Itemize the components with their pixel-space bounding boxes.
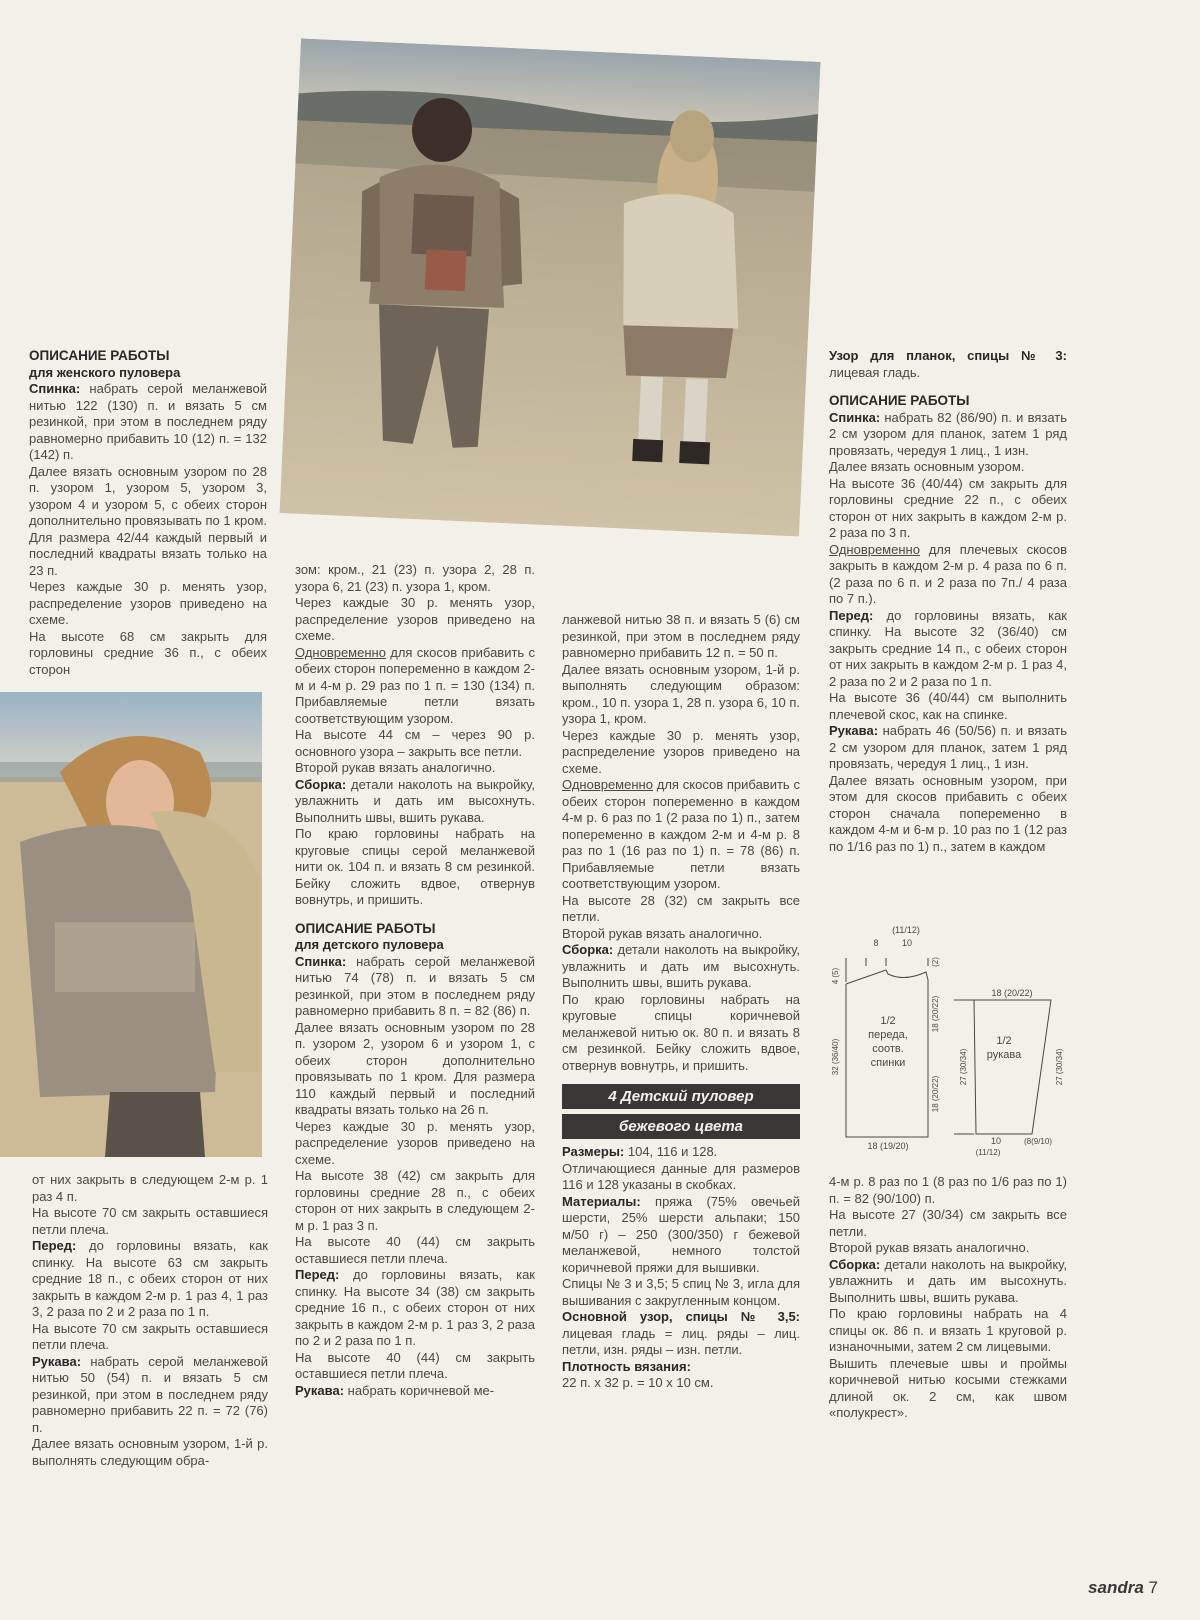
paragraph-text: На высоте 70 см закрыть оставшиеся петли плеча. xyxy=(32,1205,268,1237)
paragraph xyxy=(562,1309,800,1359)
term-label: Спинка: xyxy=(295,953,347,969)
term-label: Перед: xyxy=(32,1238,77,1253)
diagram-top-8: 8 xyxy=(873,938,879,948)
paragraph-text: По краю горловины набрать на круговые спицы коричневой меланжевой нитью ок. 80 п. и вязать 8 см резинкой. Бейку сложить вдвое, отвернув вовнутрь, и пришить. xyxy=(562,991,800,1073)
paragraph-text: Далее вязать основным узором по 28 п. узором 1, узором 5, узором 3, узором 4 и узором 5, с обеих сторон дополнительно провязывать по 1 кром. Для размера 42/44 каждый первый и последний квадраты вязать только на 23 п. xyxy=(29,463,267,578)
paragraph xyxy=(829,723,1067,773)
paragraph-text: ОПИСАНИЕ РАБОТЫ xyxy=(295,920,436,936)
diagram-sleeve-top: 18 (20/22) xyxy=(991,988,1033,998)
paragraph xyxy=(295,777,535,827)
page-number: 7 xyxy=(1148,1578,1158,1597)
paragraph-text: для скосов прибавить с обеих сторон попеременно в каждом 4-м р. 6 раз по 1 (2 раза по 1) п., затем попеременно в каждом 2-м и 4-м р. 8 раз по 1 (16 раз по 1) п. = 78 (86) п. Прибавляемые петли вязать соответствующим узором. xyxy=(562,777,800,891)
paragraph xyxy=(829,459,1067,476)
paragraph xyxy=(562,926,800,943)
paragraph xyxy=(295,1234,535,1267)
term-label: Рукава: xyxy=(829,723,879,738)
paragraph xyxy=(295,1383,535,1400)
pattern-diagram xyxy=(826,922,1076,1167)
paragraph-text: На высоте 36 (40/44) см выполнить плечевой скос, как на спинке. xyxy=(829,690,1067,722)
paragraph xyxy=(562,728,800,778)
diagram-sleeve-bottom-right: (8(9/10) xyxy=(1023,1137,1053,1146)
paragraph-text: 22 п. х 32 р. = 10 х 10 см. xyxy=(562,1375,714,1390)
diagram-sleeve-right: 27 (30/34) xyxy=(1055,1048,1064,1086)
paragraph-text: По краю горловины набрать на круговые спицы серой меланжевой нити ок. 104 п. и вязать 8 см резинкой. Бейку сложить вдвое, отвернув вовнутрь, и пришить. xyxy=(295,826,535,907)
paragraph-text: Далее вязать основным узором, 1-й р. выполнять следующим обра- xyxy=(32,1436,268,1468)
woman-beach-photo xyxy=(0,692,262,1157)
paragraph xyxy=(829,1174,1067,1207)
paragraph-text: зом: кром., 21 (23) п. узора 2, 28 п. узора 6, 21 (23) п. узора 1, кром. xyxy=(295,562,535,594)
magazine-brand: sandra xyxy=(1088,1578,1144,1597)
section-heading xyxy=(29,348,267,365)
term-label: Основной узор, спицы № 3,5: xyxy=(562,1309,800,1324)
beige-pullover-instructions xyxy=(829,348,1067,855)
paragraph xyxy=(29,464,267,580)
paragraph xyxy=(295,1168,535,1234)
paragraph xyxy=(32,1354,268,1437)
paragraph-text: На высоте 44 см – через 90 р. основного узора – закрыть все петли. xyxy=(295,727,535,759)
spacer xyxy=(295,909,535,921)
paragraph xyxy=(295,1267,535,1350)
paragraph xyxy=(562,612,800,662)
paragraph-text: На высоте 27 (30/34) см закрыть все петли. xyxy=(829,1207,1067,1239)
paragraph xyxy=(295,1119,535,1169)
paragraph xyxy=(29,381,267,464)
paragraph-text: 104, 116 и 128. xyxy=(624,1144,718,1159)
paragraph-text: лицевая гладь. xyxy=(829,364,921,380)
term-label: Спинка: xyxy=(29,381,81,396)
paragraph xyxy=(562,1276,800,1309)
paragraph xyxy=(562,1359,800,1376)
section-subheading xyxy=(295,937,535,954)
paragraph xyxy=(562,893,800,926)
paragraph xyxy=(562,992,800,1075)
paragraph-text: Второй рукав вязать аналогично. xyxy=(829,1240,1030,1255)
term-label: Размеры: xyxy=(562,1144,625,1159)
paragraph-text: ланжевой нитью 38 п. и вязать 5 (6) см резинкой, при этом в последнем ряду равномерно прибавить 12 п. = 50 п. xyxy=(562,612,800,660)
paragraph-text: Через каждые 30 р. менять узор, распределение узоров приведено на схеме. xyxy=(295,1118,535,1167)
term-label: Сборка: xyxy=(562,942,614,957)
paragraph-text: Через каждые 30 р. менять узор, распределение узоров приведено на схеме. xyxy=(562,727,800,776)
term-label: Материалы: xyxy=(562,1193,641,1209)
paragraph xyxy=(829,1207,1067,1240)
diagram-top-10: 10 xyxy=(901,938,913,948)
paragraph-text: На высоте 38 (42) см закрыть для горловины средние 28 п., с обеих сторон от них закрыть в следующем 2-м р. 1 раз 3 п. xyxy=(295,1168,535,1233)
emphasis: Одновременно xyxy=(829,541,920,557)
paragraph xyxy=(295,1350,535,1383)
paragraph-text: набрать серой меланжевой нитью 74 (78) п. и вязать 5 см резинкой, при этом в последнем ряду равномерно прибавить 8 п. = 82 (86) п. xyxy=(295,953,535,1018)
paragraph xyxy=(829,1306,1067,1356)
paragraph-text: Второй рукав вязать аналогично. xyxy=(295,760,496,775)
diagram-body-label-2: переда, xyxy=(868,1029,908,1041)
paragraph xyxy=(829,1257,1067,1307)
paragraph-text: детали наколоть на выкройку, увлажнить и дать им высохнуть. Выполнить швы, вшить рукава. xyxy=(562,942,800,990)
diagram-sleeve-left: 27 (30/34) xyxy=(959,1048,968,1086)
sleeves-and-kids-pullover-instructions xyxy=(295,562,535,1399)
page-folio xyxy=(1088,1578,1158,1598)
paragraph xyxy=(562,942,800,992)
paragraph xyxy=(32,1205,268,1238)
term-label: Спинка: xyxy=(829,409,881,425)
diagram-inner-18a: 18 (20/22) xyxy=(931,995,940,1033)
paragraph-text: Отличающиеся данные для размеров 116 и 128 указаны в скобках. xyxy=(562,1160,800,1192)
term-label: Узор для планок, спицы № 3: xyxy=(829,348,1067,363)
paragraph-text: На высоте 36 (40/44) см закрыть для горловины средние 22 п., с обеих сторон от них закрыть в каждом 2-м р. 2 раза по 3 п. xyxy=(829,475,1067,540)
emphasis: Одновременно xyxy=(562,777,653,792)
paragraph xyxy=(32,1238,268,1321)
paragraph-text: для женского пуловера xyxy=(29,364,181,380)
diagram-sleeve-label-1: 1/2 xyxy=(996,1035,1012,1047)
beige-pullover-instructions-cont xyxy=(829,1174,1067,1422)
paragraph xyxy=(829,773,1067,856)
paragraph-text: набрать 46 (50/56) п. и вязать 2 см узором для планок, затем 1 ряд провязать, чередуя 1 лиц., 1 изн. xyxy=(829,723,1067,771)
paragraph xyxy=(829,348,1067,381)
paragraph-text: до горловины вязать, как спинку. На высоте 32 (36/40) см закрыть средние 14 п., с обеих сторон от них закрыть в каждом 2-м р. 1 раз 4, 2 раза по 2 и 2 раза по 1 п. xyxy=(829,607,1067,689)
paragraph-text: Далее вязать основным узором по 28 п. узором 2, узором 6 и узором 1, с обеих сторон дополнительно провязывать по 1 кром. Для размера 110 каждый первый и последний квадраты вязать только на 26 п. xyxy=(295,1019,535,1117)
section-heading xyxy=(295,921,535,938)
paragraph-text: Спицы № 3 и 3,5; 5 спиц № 3, игла для вышивания с закругленным концом. xyxy=(562,1276,800,1308)
emphasis: Одновременно xyxy=(295,644,386,660)
paragraph-text: детали наколоть на выкройку, увлажнить и дать им высохнуть. Выполнить швы, вшить рукава. xyxy=(829,1256,1067,1305)
paragraph-text: набрать серой меланжевой нитью 122 (130) п. и вязать 5 см резинкой, при этом в последнем ряду равномерно прибавить 10 (12) п. = 132 (142) п. xyxy=(29,381,267,462)
schematic-drawing xyxy=(826,922,1076,1167)
paragraph xyxy=(29,579,267,629)
paragraph-text: для детского пуловера xyxy=(295,937,444,952)
section-banner-title: 4 Детский пуловер xyxy=(562,1084,800,1109)
diagram-sleeve-label-2: рукава xyxy=(986,1049,1022,1061)
paragraph xyxy=(295,645,535,728)
diagram-body-label-3: соотв. xyxy=(872,1043,904,1055)
paragraph xyxy=(562,1144,800,1161)
section-subheading xyxy=(29,365,267,382)
paragraph-text: от них закрыть в следующем 2-м р. 1 раз 4 п. xyxy=(32,1172,268,1204)
term-label: Рукава: xyxy=(295,1382,345,1398)
diagram-body-label-4: спинки xyxy=(870,1057,906,1069)
paragraph xyxy=(829,1356,1067,1422)
section-banner-subtitle: бежевого цвета xyxy=(562,1114,800,1139)
paragraph xyxy=(32,1172,268,1205)
paragraph xyxy=(829,608,1067,691)
kids-pullover-column xyxy=(562,612,800,1392)
term-label: Плотность вязания: xyxy=(562,1358,691,1374)
paragraph xyxy=(829,542,1067,608)
paragraph xyxy=(295,826,535,909)
paragraph-text: Через каждые 30 р. менять узор, распределение узоров приведено на схеме. xyxy=(295,595,535,643)
paragraph-text: ОПИСАНИЕ РАБОТЫ xyxy=(829,393,970,408)
diagram-body-label-1: 1/2 xyxy=(880,1015,896,1027)
paragraph-text: Второй рукав вязать аналогично. xyxy=(562,925,763,941)
term-label: Перед: xyxy=(295,1267,340,1282)
women-pullover-instructions-cont xyxy=(32,1172,268,1469)
paragraph-text: Далее вязать основным узором. xyxy=(829,459,1025,474)
paragraph xyxy=(562,1375,800,1392)
paragraph-text: детали наколоть на выкройку, увлажнить и дать им высохнуть. Выполнить швы, вшить рукава. xyxy=(295,776,535,825)
paragraph xyxy=(829,410,1067,460)
paragraph xyxy=(562,1194,800,1277)
paragraph xyxy=(562,777,800,893)
paragraph xyxy=(295,760,535,777)
term-label: Рукава: xyxy=(32,1353,82,1369)
sleeve-outline xyxy=(974,1000,1051,1134)
term-label: Перед: xyxy=(829,607,874,623)
diagram-inner-18b: 18 (20/22) xyxy=(931,1075,940,1113)
paragraph xyxy=(295,954,535,1020)
diagram-left-32: 32 (36/40) xyxy=(831,1038,840,1076)
paragraph-text: для плечевых скосов закрыть в каждом 2-м р. 4 раза по 6 п. (2 раза по 6 п. и 2 раза по 7п./ 4 раза по 7 п.). xyxy=(829,541,1067,606)
term-label: Сборка: xyxy=(829,1256,881,1272)
paragraph xyxy=(295,595,535,645)
paragraph xyxy=(562,1161,800,1194)
diagram-bottom-18: 18 (19/20) xyxy=(867,1141,909,1151)
paragraph xyxy=(829,1240,1067,1257)
paragraph-text: Через каждые 30 р. менять узор, распределение узоров приведено на схеме. xyxy=(29,579,267,627)
paragraph-text: На высоте 40 (44) см закрыть оставшиеся петли плеча. xyxy=(295,1349,535,1381)
spacer xyxy=(829,381,1067,393)
paragraph-text: На высоте 40 (44) см закрыть оставшиеся петли плеча. xyxy=(295,1234,535,1266)
paragraph-text: набрать серой меланжевой нитью 50 (54) п. и вязать 5 см резинкой, при этом в последнем ряду равномерно прибавить 22 п. = 72 (76) п. xyxy=(32,1353,268,1435)
paragraph xyxy=(562,662,800,728)
diagram-sleeve-bottom: 10 xyxy=(990,1136,1002,1146)
paragraph xyxy=(29,629,267,679)
paragraph xyxy=(829,690,1067,723)
paragraph-text: набрать 82 (86/90) п. и вязать 2 см узором для планок, затем 1 ряд провязать, чередуя 1 лиц., 1 изн. xyxy=(829,409,1067,458)
diagram-left-4: 4 (5) xyxy=(831,967,840,985)
paragraph-text: На высоте 70 см закрыть оставшиеся петли плеча. xyxy=(32,1320,268,1352)
section-heading xyxy=(829,393,1067,410)
paragraph-text: ОПИСАНИЕ РАБОТЫ xyxy=(29,348,170,363)
paragraph-text: На высоте 68 см закрыть для горловины средние 36 п., с обеих сторон xyxy=(29,628,267,677)
term-label: Сборка: xyxy=(295,776,347,792)
paragraph-text: набрать коричневой ме- xyxy=(344,1382,495,1398)
diagram-right-2: (2) xyxy=(931,957,940,967)
paragraph-text: Далее вязать основным узором, при этом для скосов прибавить с обеих сторон сначала попеременно в каждом 4-м и 6-м р. 10 раз по 1 (12 раз по 1/16 раз по 1) п., затем в каждом xyxy=(829,772,1067,854)
paragraph-text: По краю горловины набрать на 4 спицы ок. 86 п. и вязать 1 круговой р. изнаночными, затем 2 см лицевыми. xyxy=(829,1306,1067,1354)
paragraph-text: пряжа (75% овечьей шерсти, 25% шерсти альпаки; 150 м/50 г) – 250 (300/350) г бежевой меланжевой, немного толстой коричневой пряжи для вышивки. xyxy=(562,1193,800,1275)
paragraph-text: до горловины вязать, как спинку. На высоте 34 (38) см закрыть средние 16 п., с обеих сторон от них закрыть в каждом 2-м р. 1 раз 3, 2 раза по 2 и 2 раза по 1 п. xyxy=(295,1267,535,1348)
paragraph xyxy=(295,562,535,595)
paragraph-text: Далее вязать основным узором, 1-й р. выполнять следующим образом: кром., 10 п. узора 1, 28 п. узора 6, 10 п. узора 1, кром. xyxy=(562,661,800,726)
paragraph-text: лицевая гладь = лиц. ряды – лиц. петли, изн. ряды – изн. петли. xyxy=(562,1325,800,1357)
diagram-top-paren: (11/12) xyxy=(892,925,920,935)
paragraph xyxy=(295,1020,535,1119)
paragraph-text: На высоте 28 (32) см закрыть все петли. xyxy=(562,892,800,924)
paragraph xyxy=(32,1436,268,1469)
paragraph xyxy=(32,1321,268,1354)
paragraph xyxy=(295,727,535,760)
children-beach-photo xyxy=(279,38,820,536)
paragraph-text: для скосов прибавить с обеих сторон попеременно в каждом 2-м и 4-м р. 29 раз по 1 п. = 130 (134) п. Прибавляемые петли вязать соответствующим узором. xyxy=(295,644,535,726)
women-pullover-instructions xyxy=(29,348,267,678)
paragraph-text: Вышить плечевые швы и проймы коричневой нитью косыми стежками длиной ок. 2 см, как швом «полукрест». xyxy=(829,1355,1067,1420)
paragraph-text: 4-м р. 8 раз по 1 (8 раз по 1/6 раз по 1) п. = 82 (90/100) п. xyxy=(829,1174,1067,1206)
diagram-sleeve-bottom-paren: (11/12) xyxy=(975,1148,1001,1157)
paragraph-text: до горловины вязать, как спинку. На высоте 63 см закрыть средние 18 п., с обеих сторон от них закрыть в каждом 2-м р. 1 раз 4, 1 раз 3, 2 раза по 2 и 2 раза по 1 п. xyxy=(32,1238,268,1319)
paragraph xyxy=(829,476,1067,542)
